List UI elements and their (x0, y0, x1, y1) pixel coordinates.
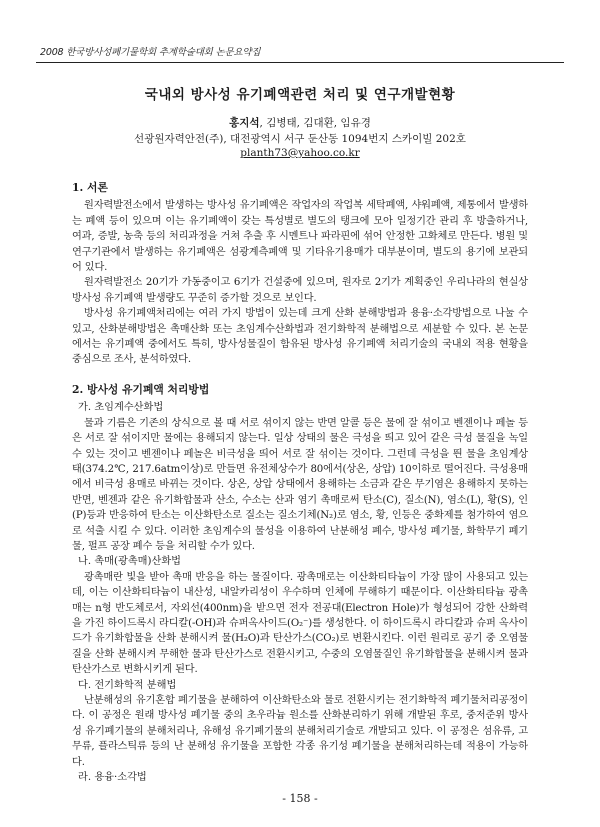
section-heading-introduction: 1. 서론 (72, 181, 108, 194)
header-rule (36, 62, 564, 63)
body-paragraph: 광촉매란 빛을 받아 촉매 반응을 하는 물질이다. 광촉매로는 이산화티타늄이 가장 많이 사용되고 있는데, 이는 이산화티타늄이 내산성, 내알카리성이 우수하며 인체에 무해하기 때문이다. 이산화티타늄 광촉매는 n형 반도체로서, 자외선(400nm)을 받으면 전자 전공대(Electron Hole)가 형성되어 강한 산화력을 가진 하이드록시 라디칼(-OH)과 슈퍼옥사이드(O₂⁻)를 생성한다. 이 하이드록시 라디칼과 슈퍼 옥사이드가 유기화합물을 산화 분해시켜 물(H₂O)과 탄산가스(CO₂)로 변환시킨다. 이런 원리로 공기 중 오염물질을 산화 분해시켜 무해한 물과 탄산가스로 전환시키고, 수중의 오염물질인 유기화합물을 분해시켜 물과 탄산가스로 변화시키게 된다. (72, 571, 528, 676)
paper-title: 국내외 방사성 유기폐액관련 처리 및 연구개발현황 (144, 87, 456, 103)
paper-body (72, 172, 528, 785)
affiliation: 선광원자력안전(주), 대전광역시 서구 둔산동 1094번지 스카이빌 202호 (134, 133, 466, 145)
lead-author: 홍지석 (229, 117, 260, 129)
author-list (0, 115, 600, 130)
body-paragraph: 난분해성의 유기혼합 폐기물을 분해하여 이산화탄소와 물로 전환시키는 전기화학적 폐기물처리공정이다. 이 공정은 원래 방사성 폐기물 중의 초우라늄 원소를 산화분리하기 위해 개발된 후로, 중저준위 방사성 유기폐기물의 분해처리나, 유해성 유기폐기물의 분해처리기술로 개발되고 있다. 이 공정은 섬유류, 고무류, 플라스틱류 등의 난 분해성 유기물을 포함한 각종 유기성 폐기물을 분해처리하는데 적용이 가능하다. (72, 695, 528, 768)
body-paragraph: 원자력발전소 20기가 가동중이고 6기가 건설중에 있으며, 원자로 2기가 계획중인 우리나라의 현실상 방사성 유기폐액 발생량도 꾸준히 증가할 것으로 보인다. (72, 277, 528, 304)
page-number: - 158 - (282, 792, 318, 805)
co-authors: , 김병태, 김대환, 임유경 (259, 117, 371, 129)
subsection-heading-electrochemical: 다. 전기화학적 분해법 (78, 679, 177, 691)
subsection-heading-incineration: 라. 용융·소각법 (78, 772, 147, 784)
author-email[interactable]: planth73@yahoo.co.kr (240, 147, 360, 159)
body-paragraph: 물과 기름은 기존의 상식으로 볼 때 서로 섞이지 않는 반면 알콜 등은 물에 잘 섞이고 벤젠이나 페놀 등은 서로 잘 섞이지만 물에는 용해되지 않는다. 일상 상태의 물은 극성을 띄고 있어 같은 극성 물질을 녹일 수 있는 것이고 벤젠이나 페놀은 비극성을 띄어 서로 잘 섞이는 것이다. 그런데 극성을 띈 물을 초임계상태(374.2℃, 217.6atm이상)로 만들면 유전체상수가 80에서(상온, 상압) 10이하로 떨어진다. 극성용매에서 비극성 용매로 바뀌는 것이다. 상온, 상압 상태에서 용해하는 소금과 같은 무기염은 용해하지 못하는 반면, 벤젠과 같은 유기화합물과 산소, 수소는 산과 염기 촉매로써 탄소(C), 질소(N), 염소(L), 황(S), 인(P)등과 반응하여 탄소는 이산화탄소로 질소는 질소기체(N₂)로 염소, 황, 인등은 중화제를 첨가하여 염으로 석출 시킬 수 있다. 이러한 초임계수의 물성을 이용하여 난분해성 폐수, 방사성 폐기물, 화학무기 폐기물, 펄프 공장 폐수 등을 처리할 수가 있다. (72, 417, 528, 552)
body-paragraph: 원자력발전소에서 발생하는 방사성 유기폐액은 작업자의 작업복 세탁폐액, 샤워폐액, 제통에서 발생하는 폐액 등이 있으며 이는 유기폐액이 갖는 특성별로 별도의 탱크에 모아 일정기간 관리 후 방출하거나, 여과, 증발, 농축 등의 처리과정을 거쳐 추출 후 시멘트나 파라핀에 섞어 안정한 고화체로 만든다. 병원 및 연구기관에서 발생하는 유기폐액은 섬광계측폐액 및 기타유기용매가 대부분이며, 별도의 용기에 보관되어 있다. (72, 200, 528, 274)
subsection-heading-photocatalysis: 나. 촉매(광촉매)산화법 (78, 556, 181, 568)
body-paragraph: 방사성 유기폐액처리에는 여러 가지 방법이 있는데 크게 산화 분해방법과 용융·소각방법으로 나눌 수있고, 산화분해방법은 촉매산화 또는 초임계수산화법과 전기화학적 분해법으로 세분할 수 있다. 본 논문에서는 유기폐액 중에서도 특히, 방사성물질이 함유된 방사성 유기폐액 처리기술의 국내외 적용 현황을 중심으로 조사, 분석하였다. (72, 308, 528, 366)
subsection-heading-supercritical: 가. 초임계수산화법 (78, 402, 164, 414)
section-heading-methods: 2. 방사성 유기폐액 처리방법 (72, 382, 210, 396)
running-header: 2008 한국방사성폐기물학회 추계학술대회 논문요약집 (40, 47, 261, 58)
